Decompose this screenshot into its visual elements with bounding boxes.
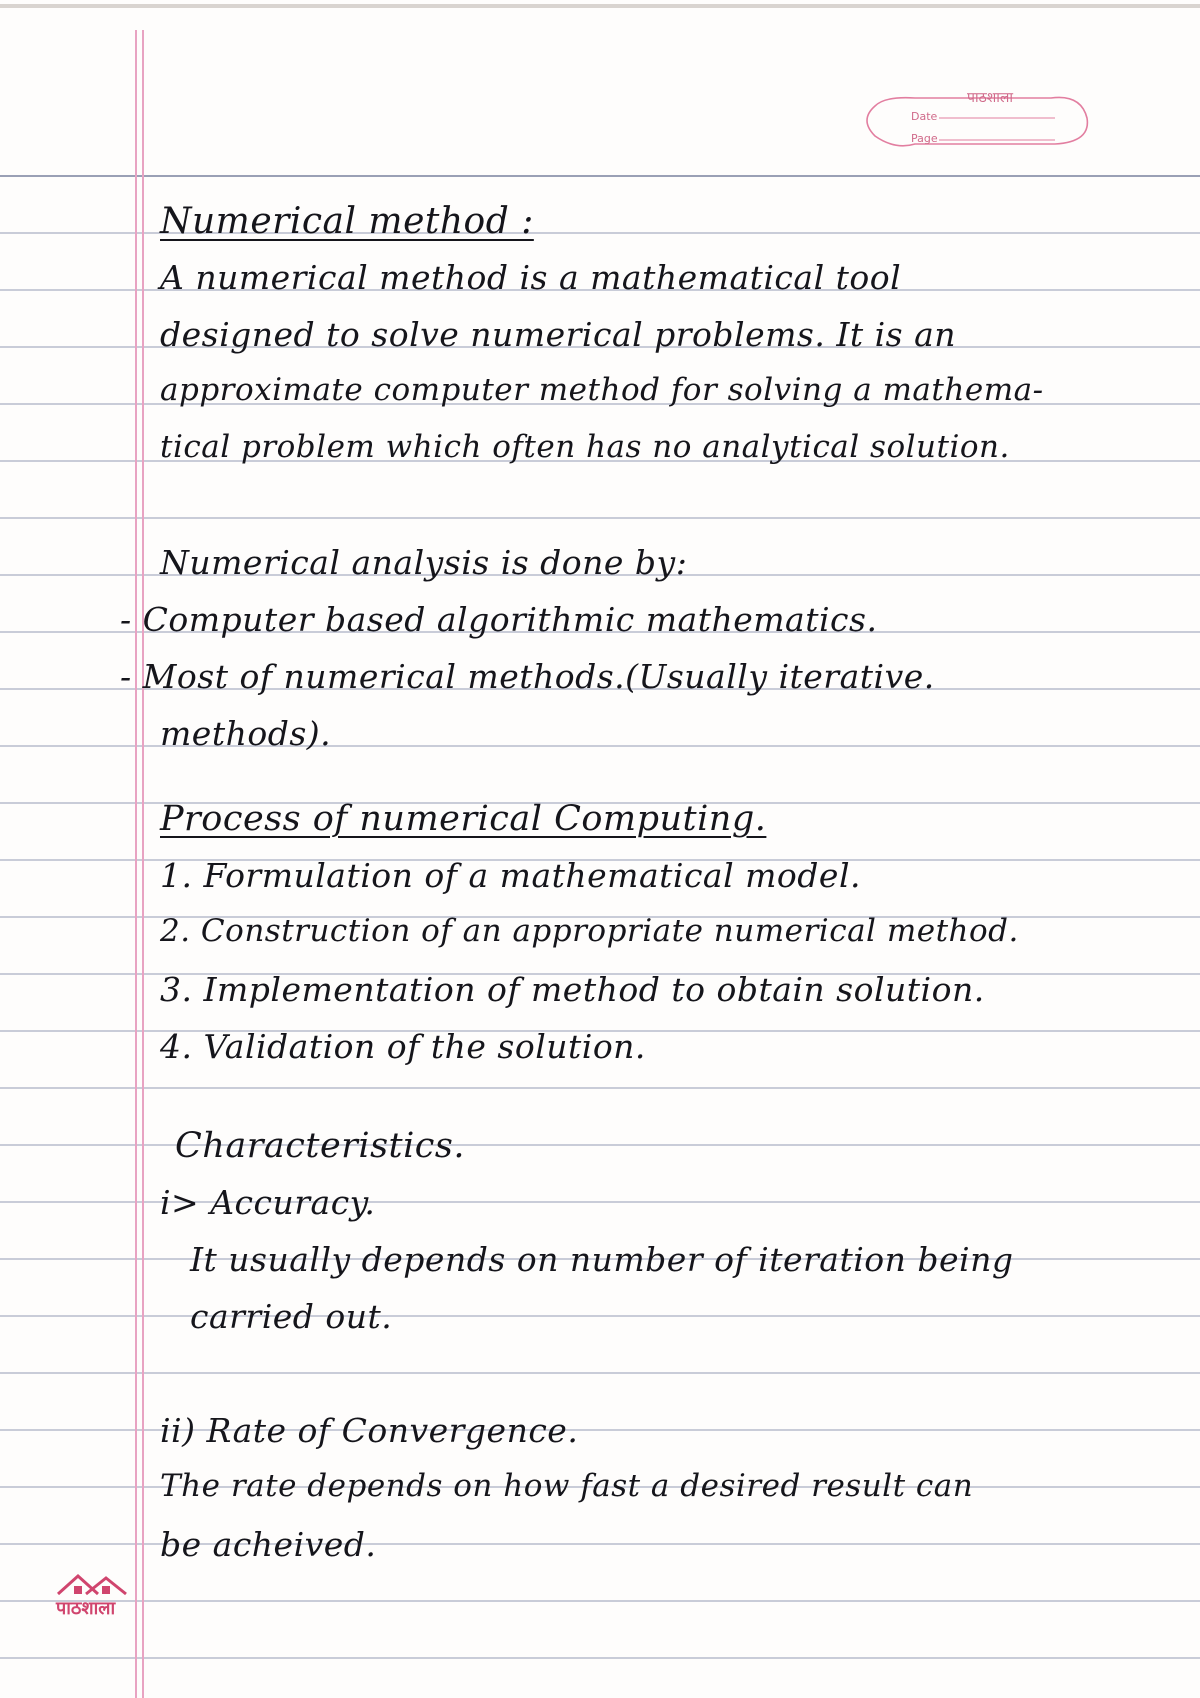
bullet-item: - Computer based algorithmic mathematics. — [120, 600, 878, 639]
text-line: methods). — [160, 714, 332, 753]
text-line: approximate computer method for solving a mathema- — [160, 372, 1044, 408]
text-line: It usually depends on number of iteration being — [190, 1240, 1014, 1279]
text-line: designed to solve numerical problems. It is an — [160, 315, 957, 354]
text-line: carried out. — [190, 1297, 393, 1336]
heading-numerical-analysis: Numerical analysis is done by: — [160, 543, 688, 582]
subheading-rate-of-convergence: ii) Rate of Convergence. — [160, 1411, 579, 1450]
brand-logo — [52, 1570, 132, 1630]
heading-process: Process of numerical Computing. — [160, 799, 767, 839]
list-item: 2. Construction of an appropriate numerical method. — [160, 913, 1019, 949]
page-label: Page — [911, 132, 938, 145]
text-line: be acheived. — [160, 1525, 377, 1564]
text-line: A numerical method is a mathematical tool — [160, 258, 902, 297]
list-item: 1. Formulation of a mathematical model. — [160, 856, 861, 895]
date-label: Date — [911, 110, 938, 123]
heading-characteristics: Characteristics. — [175, 1126, 465, 1166]
text-line: tical problem which often has no analytical solution. — [160, 429, 1010, 465]
text-line: The rate depends on how fast a desired result can — [160, 1468, 974, 1504]
subheading-accuracy: i> Accuracy. — [160, 1183, 376, 1222]
logo-text: पाठशाला — [56, 1598, 116, 1619]
bullet-item: - Most of numerical methods.(Usually iterative. — [120, 657, 935, 696]
list-item: 3. Implementation of method to obtain solution. — [160, 970, 985, 1009]
heading-numerical-method: Numerical method : — [160, 201, 534, 242]
date-page-stamp — [855, 88, 1095, 152]
stamp-brand: पाठशाला — [967, 90, 1013, 106]
list-item: 4. Validation of the solution. — [160, 1027, 646, 1066]
